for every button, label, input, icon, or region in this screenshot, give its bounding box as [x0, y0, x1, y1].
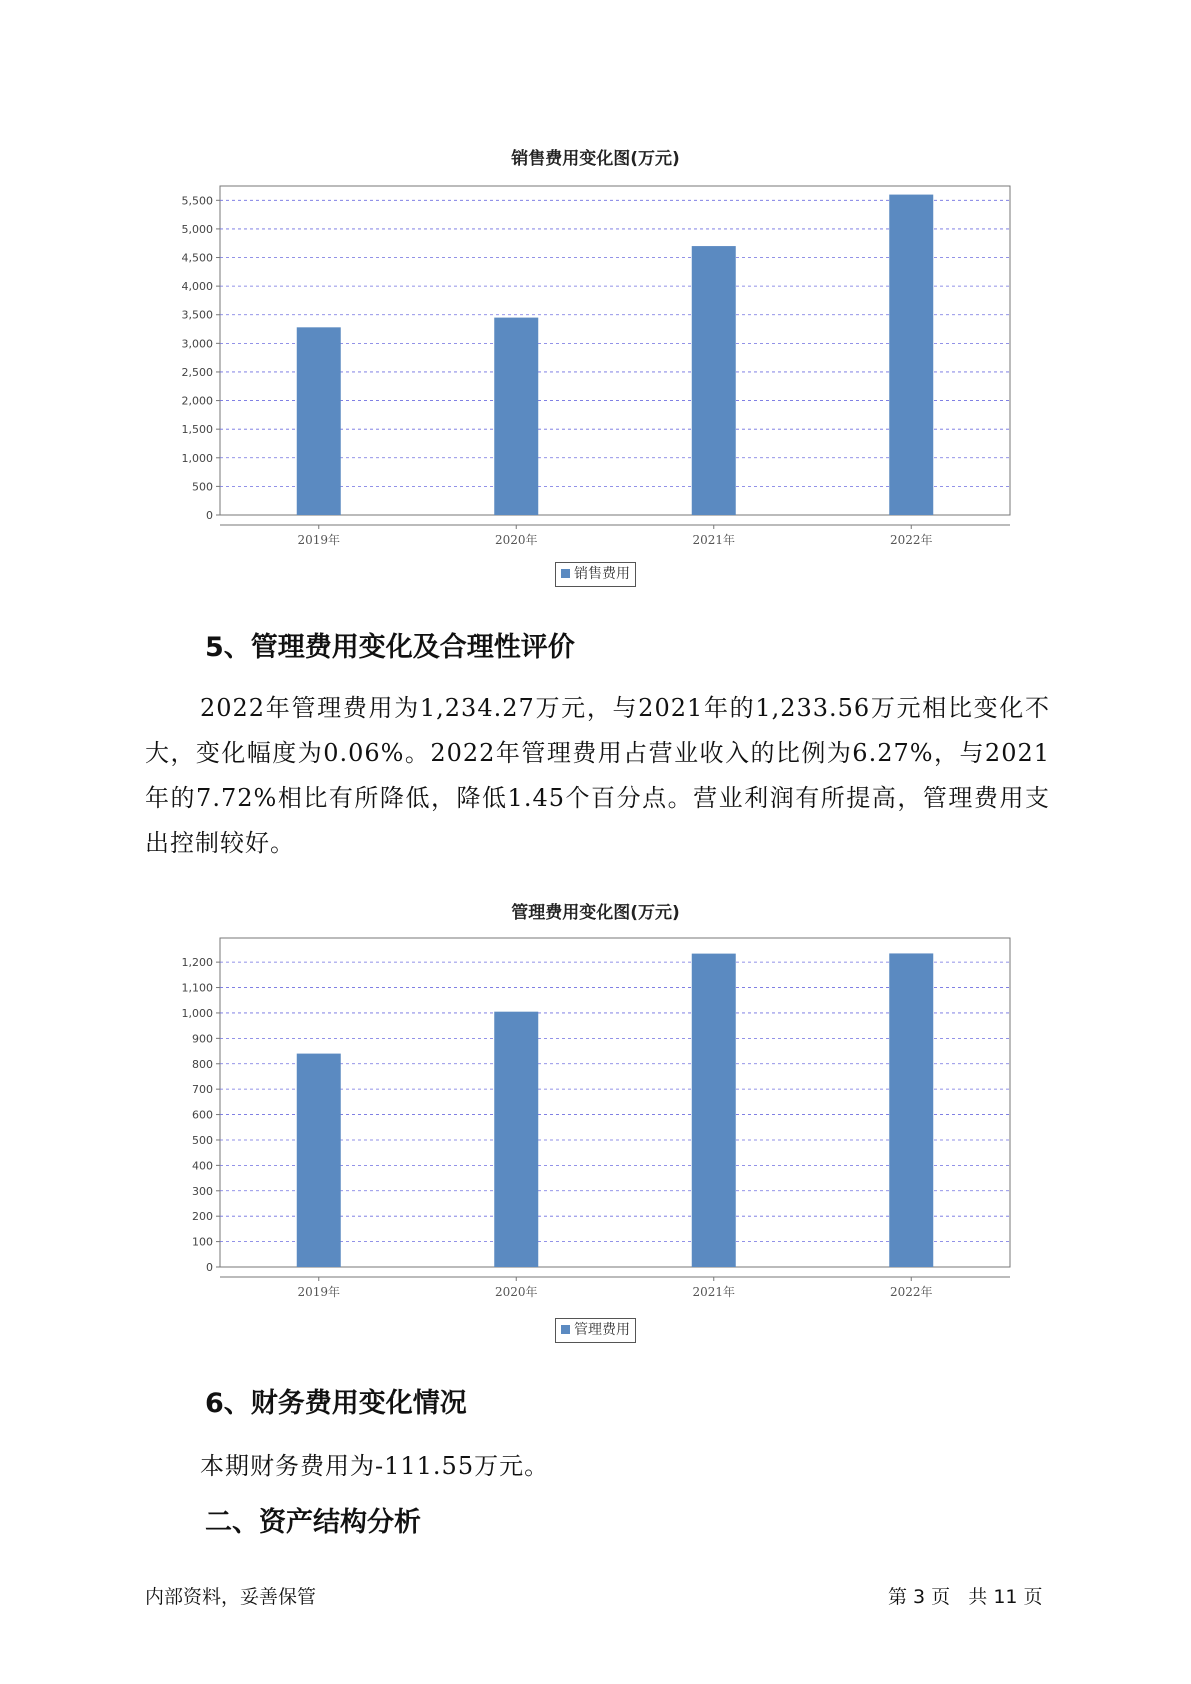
y-tick-label: 700	[192, 1083, 213, 1097]
y-tick-label: 5,000	[181, 222, 213, 236]
y-tick-label: 1,100	[181, 981, 213, 995]
y-tick-label: 1,000	[181, 1006, 213, 1020]
y-tick-label: 800	[192, 1057, 213, 1071]
y-tick-label: 400	[192, 1159, 213, 1173]
x-tick-label: 2022年	[889, 1285, 933, 1299]
x-tick-label: 2022年	[889, 533, 933, 547]
section6-heading: 6、财务费用变化情况	[205, 1388, 467, 1419]
y-tick-label: 500	[192, 480, 213, 494]
y-tick-label: 5,500	[181, 194, 213, 208]
y-tick-label: 2,000	[181, 394, 213, 408]
y-tick-label: 1,500	[181, 423, 213, 437]
chart-title-sales: 销售费用变化图(万元)	[511, 149, 680, 169]
legend-label-admin: 管理费用	[574, 1322, 630, 1338]
y-tick-label: 3,500	[181, 308, 213, 322]
section5-paragraph: 2022年管理费用为1,234.27万元，与2021年的1,233.56万元相比变化不大，变化幅度为0.06%。2022年管理费用占营业收入的比例为6.27%，与2021年的7.72%相比有所降低，降低1.45个百分点。营业利润有所提高，管理费用支出控制较好。	[145, 694, 1050, 857]
y-tick-label: 1,000	[181, 451, 213, 465]
y-tick-label: 900	[192, 1032, 213, 1046]
part2-heading: 二、资产结构分析	[205, 1507, 421, 1538]
y-tick-label: 2,500	[181, 365, 213, 379]
section5-heading: 5、管理费用变化及合理性评价	[205, 632, 575, 663]
y-tick-label: 100	[192, 1235, 213, 1249]
y-tick-label: 4,000	[181, 280, 213, 294]
footer-page-number: 第 3 页 共 11 页	[888, 1586, 1043, 1608]
y-tick-label: 0	[206, 1261, 213, 1274]
y-tick-label: 500	[192, 1133, 213, 1147]
y-tick-label: 3,000	[181, 337, 213, 351]
y-tick-label: 200	[192, 1210, 213, 1224]
chart-title-admin: 管理费用变化图(万元)	[511, 903, 680, 923]
y-tick-label: 600	[192, 1108, 213, 1122]
x-tick-label: 2021年	[692, 1285, 736, 1299]
x-tick-label: 2019年	[297, 1285, 341, 1299]
x-tick-label: 2020年	[494, 1285, 538, 1299]
bar	[692, 954, 736, 1267]
x-tick-label: 2021年	[692, 533, 736, 547]
legend-admin	[555, 1318, 636, 1343]
bar	[494, 1012, 538, 1267]
x-tick-label: 2020年	[494, 533, 538, 547]
footer-confidential: 内部资料，妥善保管	[145, 1586, 317, 1608]
y-tick-label: 0	[206, 509, 213, 522]
legend-swatch-admin	[561, 1325, 570, 1334]
y-tick-label: 300	[192, 1184, 213, 1198]
legend-label-sales: 销售费用	[574, 566, 630, 582]
bar	[889, 953, 933, 1267]
section6-text: 本期财务费用为-111.55万元。	[200, 1452, 550, 1480]
y-tick-label: 4,500	[181, 251, 213, 265]
x-tick-label: 2019年	[297, 533, 341, 547]
bar	[297, 1054, 341, 1267]
y-tick-label: 1,200	[181, 956, 213, 970]
